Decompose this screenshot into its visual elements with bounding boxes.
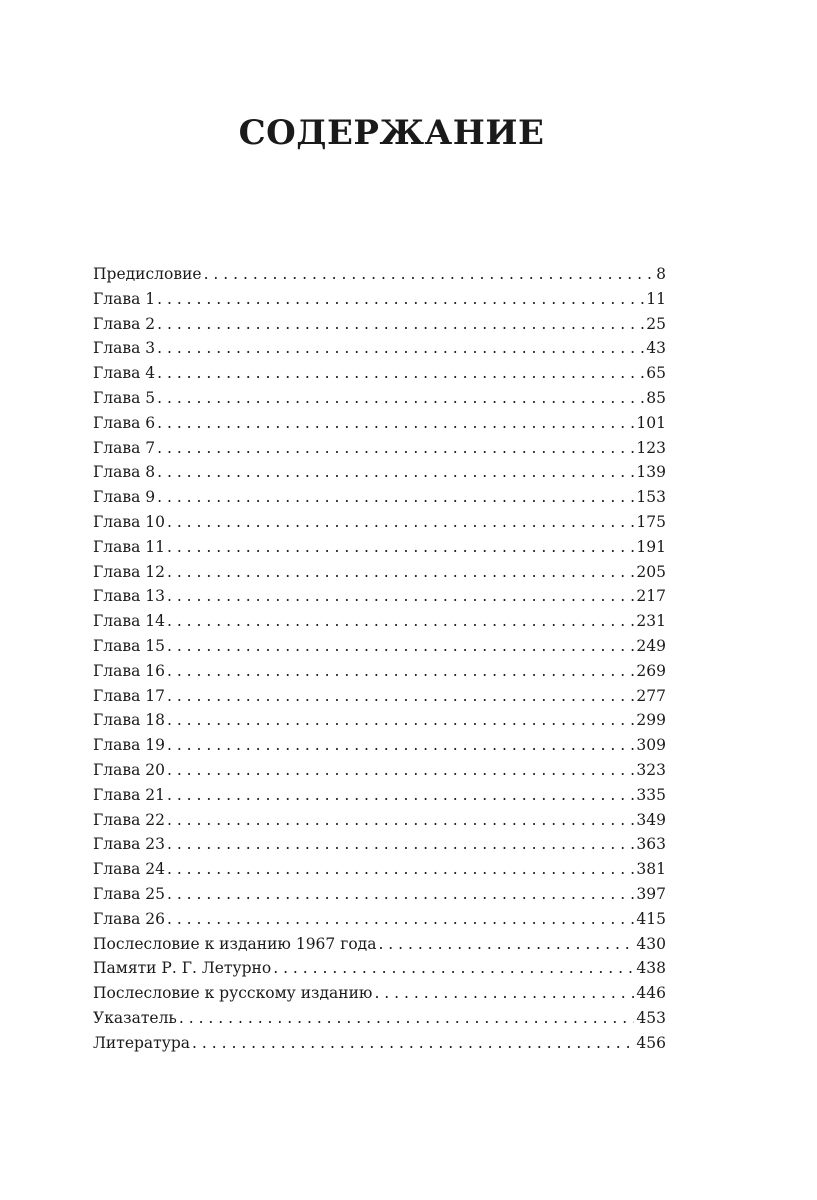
- table-of-contents: [93, 262, 666, 1056]
- toc-entry-page-number: 191: [636, 537, 666, 556]
- toc-entry: [93, 733, 666, 758]
- toc-entry: [93, 832, 666, 857]
- toc-entry-page-number: 101: [636, 413, 666, 432]
- page-title: СОДЕРЖАНИЕ: [238, 113, 545, 153]
- toc-entry-label: Глава 16: [93, 661, 165, 680]
- toc-entry-label: Послесловие к русскому изданию: [93, 984, 373, 1003]
- toc-entry: [93, 758, 666, 783]
- toc-entry: [93, 956, 666, 981]
- toc-entry: [93, 808, 666, 833]
- toc-entry: [93, 535, 666, 560]
- toc-entry-label: Глава 15: [93, 636, 165, 655]
- toc-entry-label: Глава 14: [93, 612, 165, 631]
- toc-entry-label: Послесловие к изданию 1967 года: [93, 934, 377, 953]
- toc-entry-page-number: 139: [636, 463, 666, 482]
- toc-entry: [93, 907, 666, 932]
- toc-dot-leader: [167, 708, 634, 733]
- toc-entry: [93, 312, 666, 337]
- toc-entry-label: Глава 11: [93, 537, 165, 556]
- toc-dot-leader: [157, 460, 634, 485]
- toc-dot-leader: [179, 1006, 635, 1031]
- toc-entry-page-number: 65: [646, 364, 666, 383]
- toc-entry-label: Глава 24: [93, 860, 165, 879]
- toc-entry-label: Глава 12: [93, 562, 165, 581]
- toc-entry-page-number: 205: [636, 562, 666, 581]
- toc-entry: [93, 708, 666, 733]
- toc-entry: [93, 560, 666, 585]
- toc-entry-label: Глава 7: [93, 438, 156, 457]
- toc-entry: [93, 262, 666, 287]
- toc-entry: [93, 783, 666, 808]
- toc-dot-leader: [167, 783, 634, 808]
- toc-entry: [93, 411, 666, 436]
- toc-entry-label: Глава 26: [93, 909, 165, 928]
- toc-entry-label: Литература: [93, 1033, 191, 1052]
- toc-entry-page-number: 456: [636, 1033, 666, 1052]
- toc-entry-page-number: 153: [636, 488, 666, 507]
- toc-entry: [93, 336, 666, 361]
- toc-entry-page-number: 85: [646, 388, 666, 407]
- toc-entry-page-number: 381: [636, 860, 666, 879]
- toc-dot-leader: [167, 510, 634, 535]
- toc-dot-leader: [167, 832, 634, 857]
- toc-dot-leader: [167, 535, 634, 560]
- toc-entry-label: Предисловие: [93, 265, 202, 283]
- toc-dot-leader: [157, 287, 644, 312]
- toc-entry-label: Глава 25: [93, 884, 165, 903]
- toc-dot-leader: [192, 1031, 634, 1056]
- toc-entry-page-number: 269: [636, 661, 666, 680]
- toc-entry-page-number: 335: [636, 785, 666, 804]
- toc-entry-label: Глава 5: [93, 388, 156, 407]
- toc-dot-leader: [157, 336, 644, 361]
- toc-entry-label: Глава 23: [93, 835, 165, 854]
- toc-entry-label: Глава 6: [93, 413, 156, 432]
- toc-entry-page-number: 323: [636, 760, 666, 779]
- toc-entry-label: Глава 3: [93, 339, 156, 358]
- toc-entry-page-number: 415: [636, 909, 666, 928]
- toc-entry-page-number: 309: [636, 736, 666, 755]
- toc-entry-page-number: 299: [636, 711, 666, 730]
- toc-entry: [93, 287, 666, 312]
- toc-entry-page-number: 397: [636, 884, 666, 903]
- toc-entry-page-number: 446: [636, 984, 666, 1003]
- toc-entry: [93, 510, 666, 535]
- toc-entry: [93, 634, 666, 659]
- toc-entry-label: Памяти Р. Г. Летурно: [93, 959, 272, 978]
- toc-entry-page-number: 175: [636, 512, 666, 531]
- toc-entry-page-number: 43: [646, 339, 666, 358]
- toc-dot-leader: [157, 361, 644, 386]
- toc-entry-page-number: 430: [636, 934, 666, 953]
- toc-entry-page-number: 25: [646, 314, 666, 333]
- toc-dot-leader: [378, 932, 634, 957]
- toc-entry-page-number: 217: [636, 587, 666, 606]
- toc-entry-page-number: 438: [636, 959, 666, 978]
- toc-entry: [93, 386, 666, 411]
- toc-entry-label: Указатель: [93, 1008, 177, 1027]
- toc-entry: [93, 932, 666, 957]
- toc-entry-label: Глава 20: [93, 760, 165, 779]
- toc-entry: [93, 1006, 666, 1031]
- toc-entry: [93, 1031, 666, 1056]
- toc-dot-leader: [167, 560, 634, 585]
- toc-entry-label: Глава 19: [93, 736, 165, 755]
- toc-entry-page-number: 11: [646, 289, 666, 308]
- toc-entry: [93, 584, 666, 609]
- toc-entry-label: Глава 1: [93, 289, 156, 308]
- toc-entry: [93, 659, 666, 684]
- toc-dot-leader: [167, 907, 634, 932]
- toc-entry: [93, 882, 666, 907]
- toc-entry-label: Глава 10: [93, 512, 165, 531]
- toc-entry-page-number: 363: [636, 835, 666, 854]
- toc-entry-label: Глава 18: [93, 711, 165, 730]
- toc-entry-page-number: 123: [636, 438, 666, 457]
- toc-dot-leader: [374, 981, 634, 1006]
- toc-entry: [93, 361, 666, 386]
- toc-dot-leader: [157, 411, 634, 436]
- toc-dot-leader: [157, 436, 634, 461]
- toc-dot-leader: [167, 733, 634, 758]
- toc-dot-leader: [157, 312, 644, 337]
- toc-entry-label: Глава 2: [93, 314, 156, 333]
- toc-entry-label: Глава 13: [93, 587, 165, 606]
- toc-dot-leader: [157, 386, 644, 411]
- toc-entry-page-number: 349: [636, 810, 666, 829]
- toc-entry: [93, 857, 666, 882]
- toc-entry-label: Глава 21: [93, 785, 165, 804]
- toc-entry-page-number: 231: [636, 612, 666, 631]
- toc-dot-leader: [167, 659, 634, 684]
- toc-entry-page-number: 453: [636, 1008, 666, 1027]
- toc-entry-label: Глава 22: [93, 810, 165, 829]
- toc-entry: [93, 981, 666, 1006]
- toc-dot-leader: [167, 758, 634, 783]
- toc-dot-leader: [157, 485, 634, 510]
- toc-entry-page-number: 249: [636, 636, 666, 655]
- toc-entry: [93, 485, 666, 510]
- toc-entry-label: Глава 4: [93, 364, 156, 383]
- toc-dot-leader: [167, 609, 634, 634]
- toc-dot-leader: [167, 882, 634, 907]
- toc-dot-leader: [273, 956, 634, 981]
- toc-dot-leader: [167, 634, 634, 659]
- toc-dot-leader: [204, 262, 655, 287]
- toc-dot-leader: [167, 808, 634, 833]
- toc-dot-leader: [167, 584, 634, 609]
- toc-entry: [93, 460, 666, 485]
- toc-dot-leader: [167, 857, 634, 882]
- toc-entry-label: Глава 9: [93, 488, 156, 507]
- toc-entry: [93, 436, 666, 461]
- toc-entry: [93, 684, 666, 709]
- toc-entry-label: Глава 8: [93, 463, 156, 482]
- toc-dot-leader: [167, 684, 634, 709]
- toc-entry-label: Глава 17: [93, 686, 165, 705]
- toc-entry: [93, 609, 666, 634]
- toc-entry-page-number: 8: [656, 265, 666, 283]
- toc-entry-page-number: 277: [636, 686, 666, 705]
